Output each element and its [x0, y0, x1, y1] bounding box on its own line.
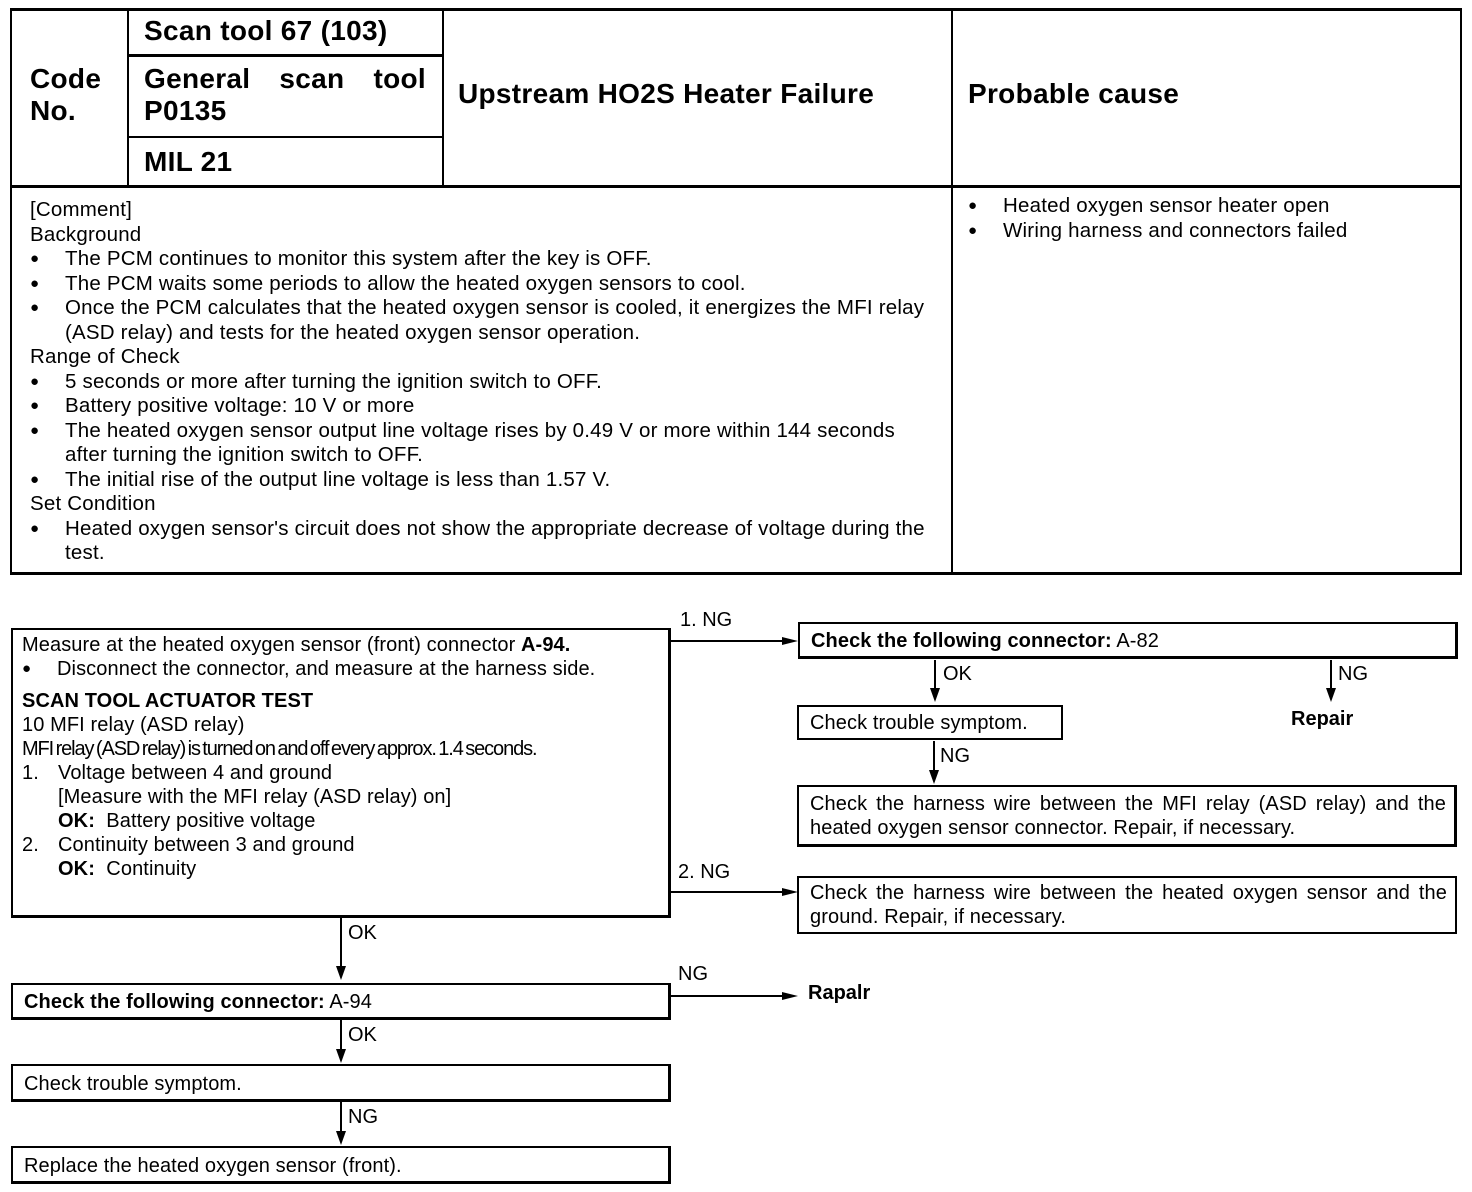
arrow-down-icon: [929, 770, 939, 784]
set-condition-heading: Set Condition: [30, 492, 156, 515]
check-symptom-right-box: Check trouble symptom.: [797, 705, 1063, 740]
general-scan-tool-code: General scan tool P0135: [144, 63, 426, 126]
label-main-ok: OK: [348, 922, 377, 944]
probable-cause-list: [968, 194, 1448, 243]
table-border-bottom: [10, 572, 1462, 575]
scan-col-divider: [442, 8, 444, 187]
label-symptom-left-ng: NG: [348, 1106, 378, 1128]
connector-2ng-line: [671, 891, 783, 893]
connector-ref: A-94.: [521, 634, 571, 656]
actuator-test-desc: MFI relay (ASD relay) is turned on and off every approx. 1.4 seconds.: [22, 738, 537, 760]
measure-bullets: [22, 657, 668, 681]
code-col-divider: [127, 8, 129, 187]
list-item: ● Wiring harness and connectors failed: [968, 219, 1448, 244]
label-a82-ng: NG: [1338, 663, 1368, 685]
list-item: ● 5 seconds or more after turning the ignition switch to OFF.: [30, 370, 935, 395]
comment-section: [30, 198, 935, 566]
arrow-down-icon: [336, 1049, 346, 1063]
list-item: ● Heated oxygen sensor's circuit does not show the appropriate decrease of voltage during the test.: [30, 517, 935, 566]
symptom-left-ng-line: [340, 1102, 342, 1132]
comment-label: [Comment]: [30, 198, 133, 221]
table-border-right: [1460, 8, 1462, 574]
a82-ng-line: [1330, 660, 1332, 690]
arrow-down-icon: [336, 966, 346, 980]
arrow-right-icon: [782, 992, 798, 1000]
list-item: ● The PCM continues to monitor this system after the key is OFF.: [30, 247, 935, 272]
symptom-right-ng-line: [933, 741, 935, 771]
background-heading: Background: [30, 222, 142, 246]
a94-ok-line: [340, 1020, 342, 1050]
list-item: ● The heated oxygen sensor output line voltage rises by 0.49 V or more within 144 seconds after turning the ignition switch to OFF.: [30, 419, 935, 468]
arrow-right-icon: [782, 637, 798, 645]
measure-instruction: Measure at the heated oxygen sensor (front) connector A-94.: [22, 634, 571, 656]
step-1: 1. Voltage between 4 and ground [Measure with the MFI relay (ASD relay) on] OK: Battery positive voltage: [22, 762, 452, 832]
actuator-test-title: SCAN TOOL ACTUATOR TEST: [22, 690, 314, 712]
label-2-ng: 2. NG: [678, 861, 731, 883]
label-a82-ok: OK: [943, 663, 972, 685]
arrow-down-icon: [336, 1131, 346, 1145]
probable-cause-list-container: [968, 194, 1448, 243]
table-border-top: [10, 8, 1462, 11]
range-list: [30, 370, 935, 493]
background-list: [30, 247, 935, 345]
actuator-test-item: 10 MFI relay (ASD relay): [22, 714, 245, 736]
set-condition-list: [30, 517, 935, 566]
repair-a94: Rapalr: [808, 982, 871, 1004]
main-ok-line: [340, 918, 342, 968]
step-2: 2. Continuity between 3 and ground OK: Continuity: [22, 834, 355, 880]
table-border-left: [10, 8, 12, 574]
label-symptom-right-ng: NG: [940, 745, 970, 767]
arrow-down-icon: [930, 688, 940, 702]
list-item: ● Once the PCM calculates that the heated oxygen sensor is cooled, it energizes the MFI relay (ASD relay) and tests for the heated oxygen sensor operation.: [30, 296, 935, 345]
scan-tool-code: Scan tool 67 (103): [144, 15, 388, 46]
range-heading: Range of Check: [30, 345, 180, 368]
list-item: ● The PCM waits some periods to allow the heated oxygen sensors to cool.: [30, 272, 935, 297]
header-divider: [10, 185, 1462, 188]
list-item: ● Battery positive voltage: 10 V or more: [30, 394, 935, 419]
check-symptom-left-box: Check trouble symptom.: [11, 1064, 671, 1102]
arrow-right-icon: [782, 888, 798, 896]
list-item: ● Heated oxygen sensor heater open: [968, 194, 1448, 219]
list-item: ● Disconnect the connector, and measure at the harness side.: [22, 657, 668, 681]
a94-ng-line: [671, 995, 783, 997]
code-no-label: Code No.: [30, 63, 102, 126]
measure-box: [11, 628, 671, 918]
cause-col-divider: [951, 8, 953, 574]
repair-a82: Repair: [1291, 708, 1354, 730]
scan-row-divider-2: [127, 136, 444, 138]
label-a94-ng: NG: [678, 963, 708, 985]
scan-row-divider-1: [127, 54, 444, 57]
check-connector-a94-box: Check the following connector: A-94: [11, 983, 671, 1020]
replace-sensor-box: Replace the heated oxygen sensor (front).: [11, 1146, 671, 1184]
probable-cause-label: Probable cause: [968, 78, 1180, 109]
check-harness-ground-box: Check the harness wire between the heated oxygen sensor and the ground. Repair, if necessary.: [797, 876, 1457, 934]
connector-1ng-line: [671, 640, 783, 642]
mil-code: MIL 21: [144, 146, 233, 177]
label-1-ng: 1. NG: [680, 609, 733, 631]
check-connector-a82-box: Check the following connector: A-82: [798, 622, 1458, 659]
list-item: ● The initial rise of the output line voltage is less than 1.57 V.: [30, 468, 935, 493]
arrow-down-icon: [1326, 688, 1336, 702]
label-a94-ok: OK: [348, 1024, 377, 1046]
a82-ok-line: [934, 660, 936, 690]
check-harness-mfi-box: Check the harness wire between the MFI relay (ASD relay) and the heated oxygen sensor connector. Repair, if necessary.: [797, 785, 1457, 847]
dtc-title: Upstream HO2S Heater Failure: [458, 78, 875, 109]
